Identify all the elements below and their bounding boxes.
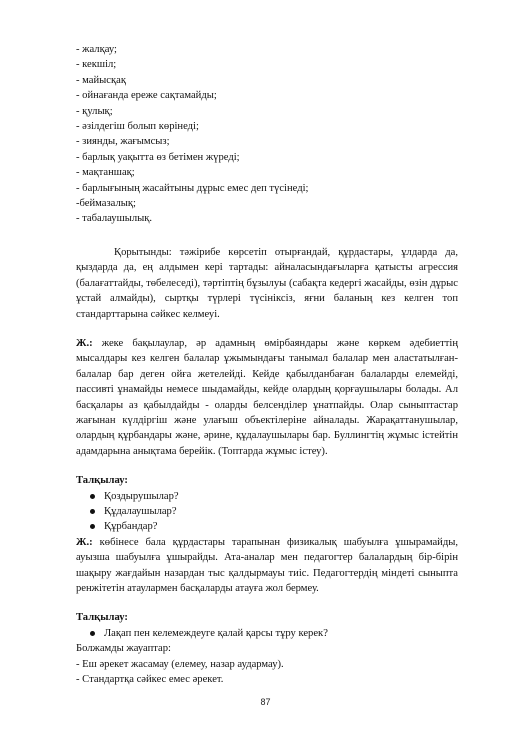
assumption-item: - Стандартқа сәйкес емес әрекет. (76, 674, 224, 686)
list-item: - қулық; (76, 105, 113, 117)
bullet-item (90, 626, 458, 641)
bullet-icon (90, 524, 95, 529)
bullet-text: Құдалаушылар? (104, 505, 177, 517)
list-item: - барлығының жасайтыны дұрыс емес деп түсінеді; (76, 182, 309, 194)
list-item: - ойнағанда ереже сақтамайды; (76, 90, 217, 102)
assumption-item: - Еш әрекет жасамау (елемеу, назар аудармау). (76, 658, 284, 670)
bullet-text: Қоздырушылар? (104, 490, 179, 502)
answer-label: Ж.: (76, 337, 93, 349)
bullet-text: Лақап пен келемеждеуге қалай қарсы тұру керек? (104, 627, 328, 639)
discussion-heading-1: Талқылау: (76, 475, 128, 487)
answer-paragraph-1 (76, 336, 458, 459)
bullet-icon (90, 631, 95, 636)
bullet-item (90, 489, 458, 504)
answer-label: Ж.: (76, 536, 93, 548)
page-number: 87 (260, 697, 271, 707)
discussion-bullets-1 (76, 489, 458, 535)
list-item: - зиянды, жағымсыз; (76, 136, 170, 148)
dash-list (76, 42, 458, 227)
answer-paragraph-2 (76, 535, 458, 597)
bullet-item (90, 504, 458, 519)
list-item: - табалаушылық. (76, 213, 153, 225)
page-content (76, 42, 458, 687)
list-item: - әзілдегіш болып көрінеді; (76, 121, 199, 133)
list-item: -беймазалық; (76, 198, 136, 210)
list-item: - мақтаншақ; (76, 167, 135, 179)
bullet-item (90, 519, 458, 534)
bullet-text: Құрбандар? (104, 521, 158, 533)
bullet-icon (90, 494, 95, 499)
list-item: - барлық уақытта өз бетімен жүреді; (76, 151, 240, 163)
list-item: - кекшіл; (76, 59, 117, 71)
answer-text: жеке бақылаулар, әр адамның өмірбаяндары және көркем әдебиеттің мысалдары кез келген балалар ұжымындағы танымал балалар мен аластатылған-балалар бар деген ойға жетелейді. Кейде қабылданбаған балаларды елемейді, пассивті ұнамайды немесе шыдамайды, кейде олардың қорғаушылары болады. Ал басқалары аз қабылдайды - оларды белсенділер ұнатпайды. Олар сыныптастар жағынан күлдіргіш және улағыш объектілеріне айналады. Жарақаттанушылар, олардың құрбандары және, әрине, құдалаушылары бар. Буллингтің жұмыс істейтін адамдарына анықтама берейік. (Топтарда жұмыс істеу). (76, 337, 458, 457)
list-item: - майысқақ (76, 74, 126, 86)
answer-text: көбінесе бала құрдастары тарапынан физикалық шабуылға ұшырамайды, ауызша шабуылға ұшырайды. Ата-аналар мен педагогтер балалардың бір-бірін шақыру жағдайын назардан тыс қалдырмауы тиіс. Педагогтердің міндеті сыныпта ренжітетін атаулармен басқаларды атауға жол бермеу. (76, 536, 458, 594)
discussion-heading-2: Талқылау: (76, 612, 128, 624)
conclusion-paragraph: Қорытынды: тәжірибе көрсетіп отырғандай, құрдастары, ұлдарда да, қыздарда да, ең алдымен кері тартады: айналасындағыларға қатысты агрессия (балағаттайды, төбелеседі), тәртіптің бұзылуы (сабақта кедергі жасайды, өзін дұрыс ұстай алмайды), сыртқы түрлері түсініксіз, яғни баланың кез келген топ стандарттарына сәйкес келмеуі. (76, 246, 458, 320)
discussion-bullets-2 (76, 626, 458, 641)
assumptions-label: Болжамды жауаптар: (76, 643, 171, 655)
list-item: - жалқау; (76, 44, 117, 55)
bullet-icon (90, 509, 95, 514)
